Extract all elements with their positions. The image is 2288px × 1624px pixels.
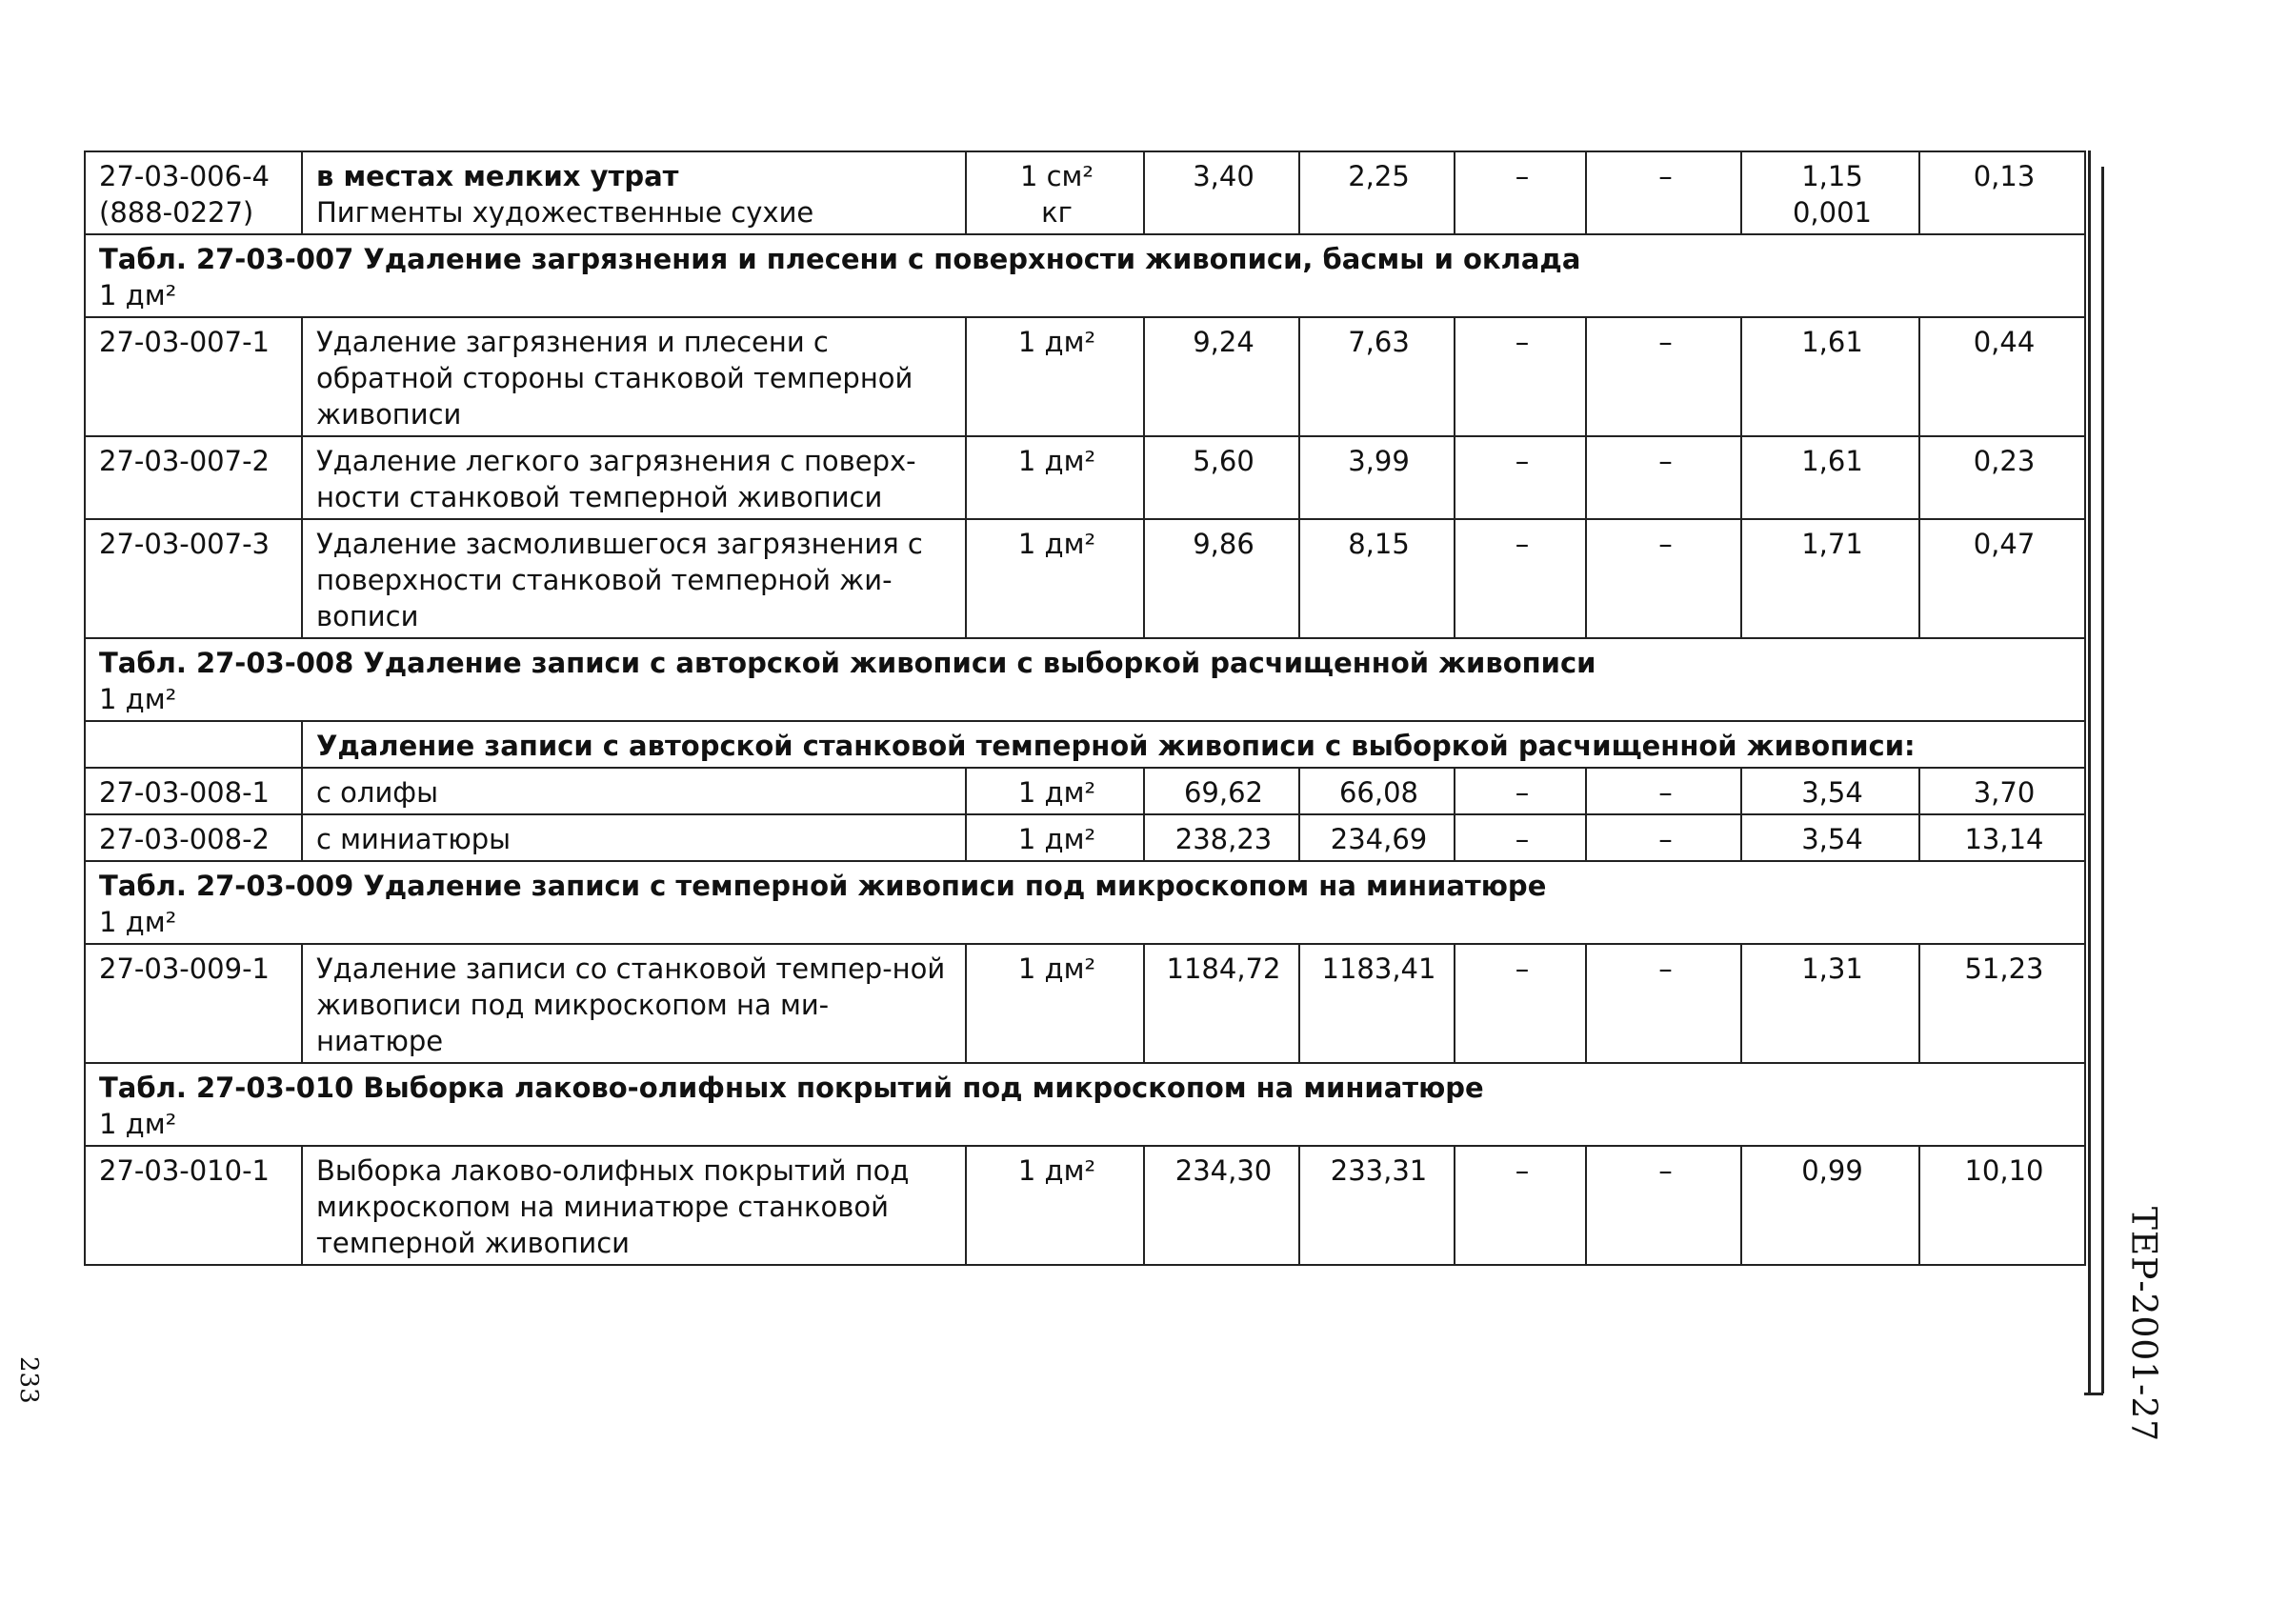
section-unit: 1 дм²: [99, 279, 177, 311]
row-col6: –: [1586, 436, 1741, 519]
row-col5: –: [1455, 519, 1586, 638]
row-total: 3,40: [1144, 151, 1299, 234]
table-row: [85, 519, 2085, 638]
row-labor: 13,14: [1919, 814, 2085, 861]
row-wages: 3,99: [1299, 436, 1455, 519]
row-wages: 233,31: [1299, 1146, 1455, 1265]
row-col6: –: [1586, 151, 1741, 234]
unit: 1 см²: [1019, 160, 1094, 192]
row-wages: 66,08: [1299, 768, 1455, 814]
code-secondary: (888-0227): [99, 196, 254, 229]
row-total: 238,23: [1144, 814, 1299, 861]
row-col5: –: [1455, 151, 1586, 234]
row-description: Удаление записи со станковой темпер-ной живописи под микроскопом на ми-ниатюре: [302, 944, 966, 1063]
subheader-row: [85, 721, 2085, 768]
row-wages: 8,15: [1299, 519, 1455, 638]
materials: 1,15: [1801, 160, 1863, 192]
row-description: [302, 151, 966, 234]
row-description: с миниатюры: [302, 814, 966, 861]
row-code: 27-03-007-2: [85, 436, 302, 519]
table-row: [85, 436, 2085, 519]
row-code: 27-03-008-1: [85, 768, 302, 814]
section-header-row: [85, 638, 2085, 721]
row-col5: –: [1455, 944, 1586, 1063]
table-row: [85, 814, 2085, 861]
section-title-text: Табл. 27-03-009 Удаление записи с темперной живописи под микроскопом на миниатюре: [99, 870, 1547, 902]
document-code-text: ТЕР-2001-27: [2123, 1206, 2163, 1443]
row-unit: 1 дм²: [966, 944, 1144, 1063]
section-title-text: Табл. 27-03-010 Выборка лаково-олифных покрытий под микроскопом на миниатюре: [99, 1072, 1484, 1104]
row-subtitle: Пигменты художественные сухие: [316, 196, 814, 229]
row-col6: –: [1586, 944, 1741, 1063]
row-code: 27-03-009-1: [85, 944, 302, 1063]
row-total: 9,86: [1144, 519, 1299, 638]
row-total: 234,30: [1144, 1146, 1299, 1265]
row-description: Удаление загрязнения и плесени с обратной стороны станковой темперной живописи: [302, 317, 966, 436]
row-total: 69,62: [1144, 768, 1299, 814]
section-title: [85, 861, 2085, 944]
section-title-text: Табл. 27-03-007 Удаление загрязнения и плесени с поверхности живописи, басмы и оклада: [99, 243, 1581, 275]
row-unit: 1 дм²: [966, 317, 1144, 436]
row-unit: 1 дм²: [966, 519, 1144, 638]
table-row: [85, 151, 2085, 234]
section-header-row: [85, 861, 2085, 944]
row-col6: –: [1586, 317, 1741, 436]
table-row: [85, 768, 2085, 814]
row-title: в местах мелких утрат: [316, 160, 679, 192]
code: 27-03-006-4: [99, 160, 270, 192]
table-row: [85, 944, 2085, 1063]
row-col5: –: [1455, 436, 1586, 519]
section-unit: 1 дм²: [99, 1108, 177, 1140]
row-materials: 0,99: [1741, 1146, 1919, 1265]
row-total: 9,24: [1144, 317, 1299, 436]
row-labor: 0,44: [1919, 317, 2085, 436]
row-col6: –: [1586, 814, 1741, 861]
row-code: 27-03-007-3: [85, 519, 302, 638]
row-wages: 234,69: [1299, 814, 1455, 861]
table-row: [85, 1146, 2085, 1265]
section-title: [85, 234, 2085, 317]
row-labor: 0,23: [1919, 436, 2085, 519]
row-labor: 0,47: [1919, 519, 2085, 638]
row-col5: –: [1455, 317, 1586, 436]
rates-table-frame: [84, 150, 2084, 1393]
row-total: 5,60: [1144, 436, 1299, 519]
row-materials: [1741, 151, 1919, 234]
row-col5: –: [1455, 814, 1586, 861]
row-unit: 1 дм²: [966, 436, 1144, 519]
row-code: 27-03-010-1: [85, 1146, 302, 1265]
section-header-row: [85, 234, 2085, 317]
row-description: Удаление легкого загрязнения с поверх-ности станковой темперной живописи: [302, 436, 966, 519]
margin-rule-end: [2084, 1393, 2103, 1395]
row-unit: 1 дм²: [966, 814, 1144, 861]
row-code: 27-03-008-2: [85, 814, 302, 861]
row-code: 27-03-007-1: [85, 317, 302, 436]
section-title: [85, 1063, 2085, 1146]
row-unit: 1 дм²: [966, 768, 1144, 814]
row-description: с олифы: [302, 768, 966, 814]
table-row: [85, 317, 2085, 436]
section-title-text: Табл. 27-03-008 Удаление записи с авторской живописи с выборкой расчищенной живописи: [99, 647, 1596, 679]
row-labor: 10,10: [1919, 1146, 2085, 1265]
row-labor: 3,70: [1919, 768, 2085, 814]
unit-secondary: кг: [1041, 196, 1073, 229]
document-code: [2115, 1191, 2172, 1476]
row-total: 1184,72: [1144, 944, 1299, 1063]
row-materials: 1,31: [1741, 944, 1919, 1063]
subheader-text: Удаление записи с авторской станковой темперной живописи с выборкой расчищенной живописи:: [302, 721, 2085, 768]
row-labor: 51,23: [1919, 944, 2085, 1063]
row-wages: 2,25: [1299, 151, 1455, 234]
subheader-empty-cell: [85, 721, 302, 768]
row-code: [85, 151, 302, 234]
section-title: [85, 638, 2085, 721]
right-margin-rule-inner: [2101, 167, 2116, 1393]
row-unit: 1 дм²: [966, 1146, 1144, 1265]
row-col6: –: [1586, 768, 1741, 814]
row-col5: –: [1455, 768, 1586, 814]
row-col6: –: [1586, 519, 1741, 638]
section-unit: 1 дм²: [99, 683, 177, 715]
row-unit: [966, 151, 1144, 234]
row-labor: 0,13: [1919, 151, 2085, 234]
row-col5: –: [1455, 1146, 1586, 1265]
row-materials: 1,61: [1741, 436, 1919, 519]
row-materials: 3,54: [1741, 814, 1919, 861]
row-wages: 7,63: [1299, 317, 1455, 436]
materials-secondary: 0,001: [1792, 196, 1873, 229]
rates-table: [84, 150, 2086, 1266]
page-number: [11, 1356, 43, 1414]
section-unit: 1 дм²: [99, 906, 177, 938]
section-header-row: [85, 1063, 2085, 1146]
row-description: Удаление засмолившегося загрязнения с поверхности станковой темперной жи-вописи: [302, 519, 966, 638]
row-materials: 1,61: [1741, 317, 1919, 436]
row-wages: 1183,41: [1299, 944, 1455, 1063]
page-number-text: 233: [14, 1356, 43, 1404]
row-description: Выборка лаково-олифных покрытий под микроскопом на миниатюре станковой темперной живописи: [302, 1146, 966, 1265]
row-materials: 1,71: [1741, 519, 1919, 638]
row-col6: –: [1586, 1146, 1741, 1265]
row-materials: 3,54: [1741, 768, 1919, 814]
